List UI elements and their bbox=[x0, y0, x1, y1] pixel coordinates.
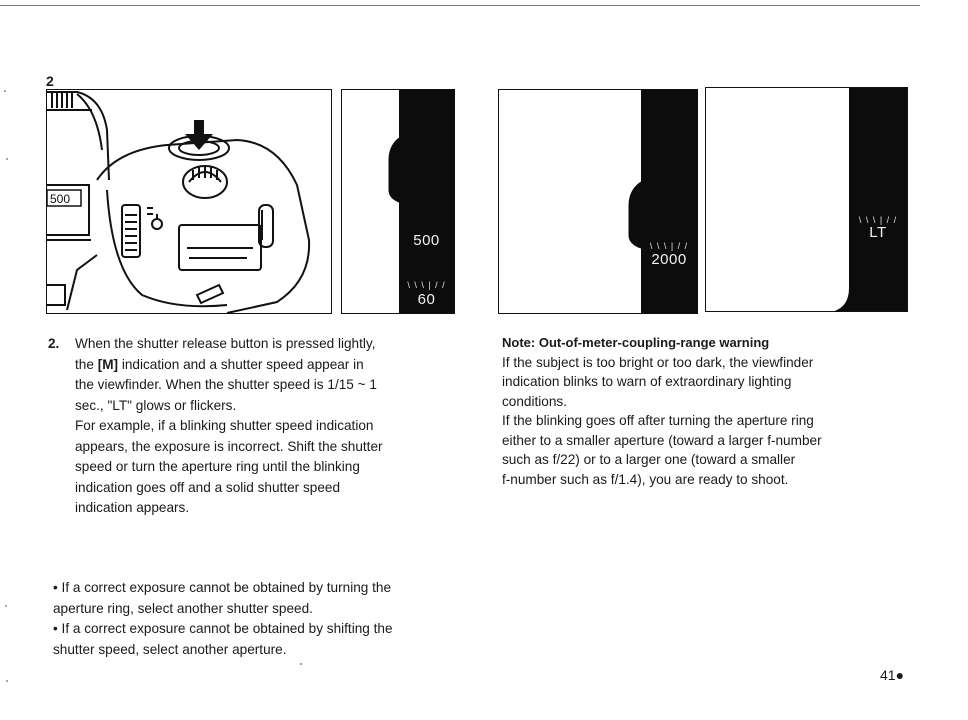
mode-indicator-m: [M] bbox=[97, 356, 119, 372]
viewfinder-speed-lt-blinking: LT bbox=[869, 224, 887, 241]
viewfinder-edge bbox=[499, 90, 698, 314]
text-line: When the shutter release button is pressed lightly, bbox=[75, 336, 376, 351]
step-number: 2. bbox=[48, 336, 60, 351]
text-line: conditions. bbox=[502, 393, 567, 409]
text-line: speed or turn the aperture ring until the blinking bbox=[75, 459, 360, 474]
blink-indicator-icon: \ \ \ | / / bbox=[649, 241, 689, 251]
viewfinder-speed-500: 500 bbox=[413, 232, 440, 249]
viewfinder-panel-2 bbox=[498, 89, 698, 314]
note-title: Note: Out-of-meter-coupling-range warning bbox=[502, 335, 770, 350]
viewfinder-panel-1 bbox=[341, 89, 455, 314]
scan-speck bbox=[6, 680, 8, 682]
text-line: such as f/22) or to a larger one (toward a smaller bbox=[502, 452, 796, 467]
text-line: either to a smaller aperture (toward a larger f-number bbox=[502, 432, 822, 448]
viewfinder-speed-2000-blinking: 2000 bbox=[651, 251, 687, 268]
text-line: indication goes off and a solid shutter speed bbox=[75, 479, 341, 495]
bullet-item: • If a correct exposure cannot be obtained by shifting the bbox=[53, 621, 393, 636]
camera-illustration bbox=[46, 89, 332, 314]
text-line: the [M] indication and a shutter speed appear in bbox=[75, 356, 364, 372]
figure-number: 2 bbox=[46, 73, 54, 89]
camera-top-drawing bbox=[47, 90, 331, 313]
warning-note bbox=[502, 333, 902, 489]
viewfinder-panel-3 bbox=[705, 87, 908, 312]
bullet-list bbox=[53, 578, 473, 660]
text-line: If the subject is too bright or too dark, the viewfinder bbox=[502, 354, 814, 370]
bullet-item-continuation: aperture ring, select another shutter speed. bbox=[53, 600, 313, 616]
viewfinder-speed-60-blinking: 60 bbox=[417, 291, 436, 308]
viewfinder-edge bbox=[706, 88, 908, 312]
bullet-item-continuation: shutter speed, select another aperture. bbox=[53, 641, 287, 657]
blink-indicator-icon: \ \ \ | / / bbox=[858, 215, 898, 225]
text-line: the viewfinder. When the shutter speed is 1/15 ~ 1 bbox=[75, 377, 377, 392]
scan-speck bbox=[5, 605, 7, 607]
step-2-instructions bbox=[48, 334, 468, 519]
text-line: f-number such as f/1.4), you are ready to shoot. bbox=[502, 471, 789, 487]
text-line: indication blinks to warn of extraordinary lighting bbox=[502, 374, 792, 389]
bullet-item: • If a correct exposure cannot be obtained by turning the bbox=[53, 580, 392, 595]
top-rule bbox=[0, 5, 920, 6]
page-number: 41● bbox=[880, 667, 905, 683]
blink-indicator-icon: \ \ \ | / / bbox=[407, 280, 446, 290]
scan-speck bbox=[4, 90, 6, 92]
scan-speck bbox=[6, 158, 8, 160]
text-line: If the blinking goes off after turning the aperture ring bbox=[502, 413, 814, 428]
text-line: sec., "LT" glows or flickers. bbox=[75, 397, 237, 413]
text-line: appears, the exposure is incorrect. Shift the shutter bbox=[75, 438, 383, 454]
text-line: indication appears. bbox=[75, 500, 190, 515]
text-line: For example, if a blinking shutter speed indication bbox=[75, 418, 374, 433]
scan-speck bbox=[300, 663, 302, 665]
camera-lcd-text: 500 bbox=[50, 192, 71, 206]
